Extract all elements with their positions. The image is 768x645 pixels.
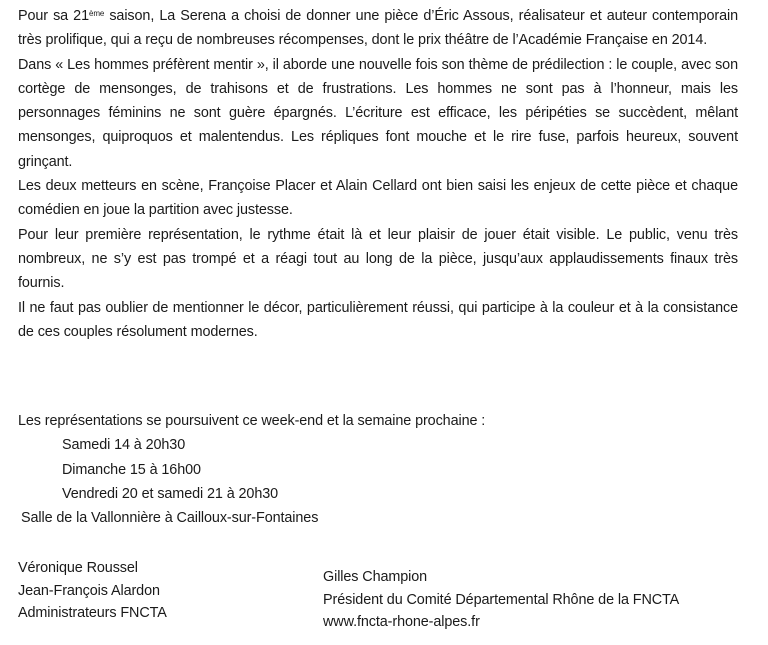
schedule-date: Dimanche 15 à 16h00: [62, 461, 201, 478]
paragraph-theme: Dans « Les hommes préfèrent mentir », il aborde une nouvelle fois son thème de prédilection : le couple, avec son cortège de mensonges, de trahisons et de frustrations. Les hommes ne sont pas à l’honneur, mais les personnages féminins ne sont guère épargnés. L’écriture est efficace, les péripéties se succèdent, mêlant mensonges, quiproquos et malentendus. Les répliques font mouche et le rire fuse, parfois heureux, souvent grinçant.: [18, 56, 738, 170]
schedule-date: Vendredi 20 et samedi 21 à 20h30: [62, 485, 279, 502]
schedule-date: Samedi 14 à 20h30: [62, 437, 186, 454]
paragraph-premiere: Pour leur première représentation, le rythme était là et leur plaisir de jouer était visible. Le public, venu très nombreux, ne s’y est pas trompé et a réagi tout au long de la pièce, jusqu’aux applaudissements finaux très fournis.: [18, 226, 738, 292]
paragraph-intro: Pour sa 21ème saison, La Serena a choisi de donner une pièce d’Éric Assous, réalisateur et auteur contemporain très prolifique, qui a reçu de nombreuses récompenses, dont le prix théâtre de l’Académie Française en 2014.: [18, 8, 738, 49]
signature-president: [323, 566, 679, 634]
article-body: [18, 4, 738, 344]
signature-name: Gilles Champion: [323, 569, 428, 585]
paragraph-decor: Il ne faut pas oublier de mentionner le décor, particulièrement réussi, qui participe à la couleur et à la consistance de ces couples résolument modernes.: [18, 299, 738, 340]
signature-title: Président du Comité Départemental Rhône de la FNCTA: [323, 591, 680, 608]
schedule-section: [18, 409, 738, 530]
signature-administrators: [18, 557, 167, 625]
signature-name: Véronique Roussel: [18, 560, 138, 576]
schedule-intro: Les représentations se poursuivent ce week-end et la semaine prochaine :: [18, 413, 486, 429]
signature-title: Administrateurs FNCTA: [18, 605, 167, 621]
website-text: www.fncta-rhone-alpes.fr: [323, 614, 480, 630]
ordinal-superscript: ème: [88, 9, 105, 18]
schedule-venue: Salle de la Vallonnière à Cailloux-sur-Fontaines: [21, 510, 319, 527]
paragraph-directors: Les deux metteurs en scène, Françoise Placer et Alain Cellard ont bien saisi les enjeux de cette pièce et chaque comédien en joue la partition avec justesse.: [18, 178, 738, 219]
signature-name: Jean-François Alardon: [18, 582, 160, 599]
